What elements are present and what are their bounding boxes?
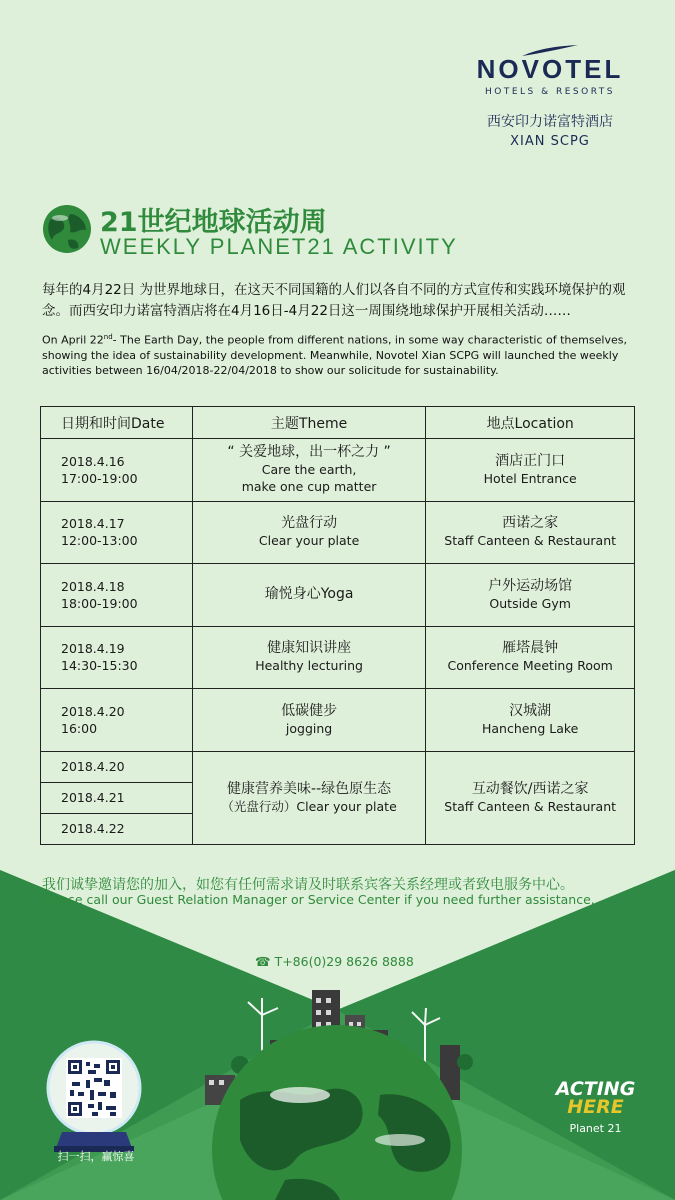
row-time: 12:00-13:00	[61, 533, 138, 549]
row-loc-en: Hancheng Lake	[481, 720, 579, 736]
row-loc-cn: 西诺之家	[502, 515, 559, 532]
row-date-cell	[41, 689, 193, 752]
row-date-cell	[41, 626, 193, 689]
row-time: 14:30-15:30	[61, 658, 138, 674]
row-date: 2018.4.18	[61, 578, 125, 594]
row-theme-en: Care the earth,	[261, 462, 357, 478]
intro-en-sup: nd	[103, 333, 113, 341]
row-theme-cn: 瑜悦身心Yoga	[264, 586, 354, 603]
row-loc-en: Conference Meeting Room	[447, 658, 613, 674]
qr-label: 扫一扫，赢惊喜	[57, 1150, 135, 1163]
group-theme-cell	[192, 751, 426, 844]
row-date-cell	[41, 564, 193, 627]
row-theme-cn: 健康知识讲座	[267, 640, 352, 657]
row-time: 17:00-19:00	[61, 470, 138, 486]
title-en: WEEKLY PLANET21 ACTIVITY	[100, 234, 458, 259]
row-date: 2018.4.21	[41, 782, 193, 813]
row-theme-en2: make one cup matter	[241, 479, 377, 495]
row-theme-en: jogging	[285, 720, 333, 736]
brand-name: NOVOTEL	[476, 54, 624, 84]
table-row	[41, 626, 635, 689]
hotel-name-cn: 西安印力诺富特酒店	[487, 114, 613, 130]
intro-en-prefix: On April 22	[42, 333, 104, 347]
novotel-logo	[465, 44, 635, 149]
row-date: 2018.4.19	[61, 641, 125, 657]
row-date: 2018.4.20	[41, 751, 193, 782]
brand-tagline: HOTELS & RESORTS	[484, 87, 616, 97]
phone-contact[interactable]	[255, 954, 414, 969]
table-row	[41, 439, 635, 502]
row-theme-cell	[192, 626, 426, 689]
group-loc-en: Staff Canteen & Restaurant	[444, 798, 617, 814]
intro-en-rest: - The Earth Day, the people from different nations, in some way characteristic of themselves, showing the idea of sustainability development. Meanwhile, Novotel Xian SCPG will launched the weekly activities between 16/04/2018-22/04/2018 to show our solicitude for sustainability.	[42, 333, 627, 377]
group-theme-cn: 健康营养美味--绿色原生态	[227, 780, 392, 797]
row-loc-en: Staff Canteen & Restaurant	[444, 533, 617, 549]
telephone-icon: ☎	[255, 954, 271, 969]
badge-line1: ACTING	[555, 1078, 636, 1100]
invite-text-cn: 我们诚挚邀请您的加入，如您有任何需求请及时联系宾客关系经理或者致电服务中心。	[42, 877, 574, 893]
row-date: 2018.4.16	[61, 453, 125, 469]
row-date-cell	[41, 501, 193, 564]
title-cn: 21世纪地球活动周	[100, 207, 327, 238]
intro-text-en	[42, 330, 642, 378]
badge-line2: HERE	[567, 1096, 624, 1118]
row-loc-en: Hotel Entrance	[483, 470, 577, 486]
row-loc-cn: 雁塔晨钟	[502, 640, 559, 657]
table-row	[41, 564, 635, 627]
table-header-row	[41, 407, 635, 439]
acting-here-badge	[548, 1080, 643, 1135]
header-theme: 主题Theme	[192, 407, 426, 439]
row-theme-cell	[192, 689, 426, 752]
phone-number: T+86(0)29 8626 8888	[274, 954, 414, 969]
header-location: 地点Location	[426, 407, 635, 439]
row-location-cell	[426, 439, 635, 502]
row-time: 16:00	[61, 720, 98, 736]
row-location-cell	[426, 501, 635, 564]
row-theme-en: Healthy lecturing	[255, 658, 363, 674]
table-row	[41, 751, 635, 782]
group-location-cell	[426, 751, 635, 844]
group-theme-mixed: （光盘行动）Clear your plate	[221, 798, 397, 814]
row-location-cell	[426, 689, 635, 752]
row-theme-en: Clear your plate	[258, 533, 360, 549]
hotel-name-en: XIAN SCPG	[510, 134, 590, 149]
row-loc-cn: 户外运动场馆	[488, 577, 573, 594]
row-location-cell	[426, 626, 635, 689]
badge-line3: Planet 21	[569, 1122, 622, 1135]
header-date: 日期和时间Date	[41, 407, 193, 439]
globe-icon	[42, 204, 92, 254]
invite-text-en: Please call our Guest Relation Manager or Service Center if you need further assistance.	[42, 892, 595, 907]
intro-text-cn: 每年的4月22日 为世界地球日，在这天不同国籍的人们以各自不同的方式宣传和实践环境保护的观念。而西安印力诺富特酒店将在4月16日-4月22日这一周围绕地球保护开展相关活动……	[42, 282, 626, 319]
row-date: 2018.4.22	[41, 813, 193, 844]
table-row	[41, 501, 635, 564]
row-loc-en: Outside Gym	[489, 595, 571, 611]
qr-code[interactable]	[44, 1040, 144, 1165]
schedule-table	[40, 406, 635, 845]
row-theme-cell	[192, 564, 426, 627]
row-loc-cn: 汉城湖	[509, 702, 552, 719]
table-row	[41, 689, 635, 752]
row-date: 2018.4.20	[61, 703, 125, 719]
row-theme-cell	[192, 501, 426, 564]
row-theme-cn: “ 关爱地球，出一杯之力 ”	[227, 444, 391, 461]
row-loc-cn: 酒店正门口	[495, 452, 566, 469]
row-date: 2018.4.17	[61, 516, 125, 532]
group-loc-cn: 互动餐饮/西诺之家	[471, 780, 589, 797]
row-location-cell	[426, 564, 635, 627]
row-theme-cn: 光盘行动	[281, 515, 338, 532]
row-time: 18:00-19:00	[61, 595, 138, 611]
row-date-cell	[41, 439, 193, 502]
row-theme-cn: 低碳健步	[281, 702, 338, 719]
row-theme-cell	[192, 439, 426, 502]
